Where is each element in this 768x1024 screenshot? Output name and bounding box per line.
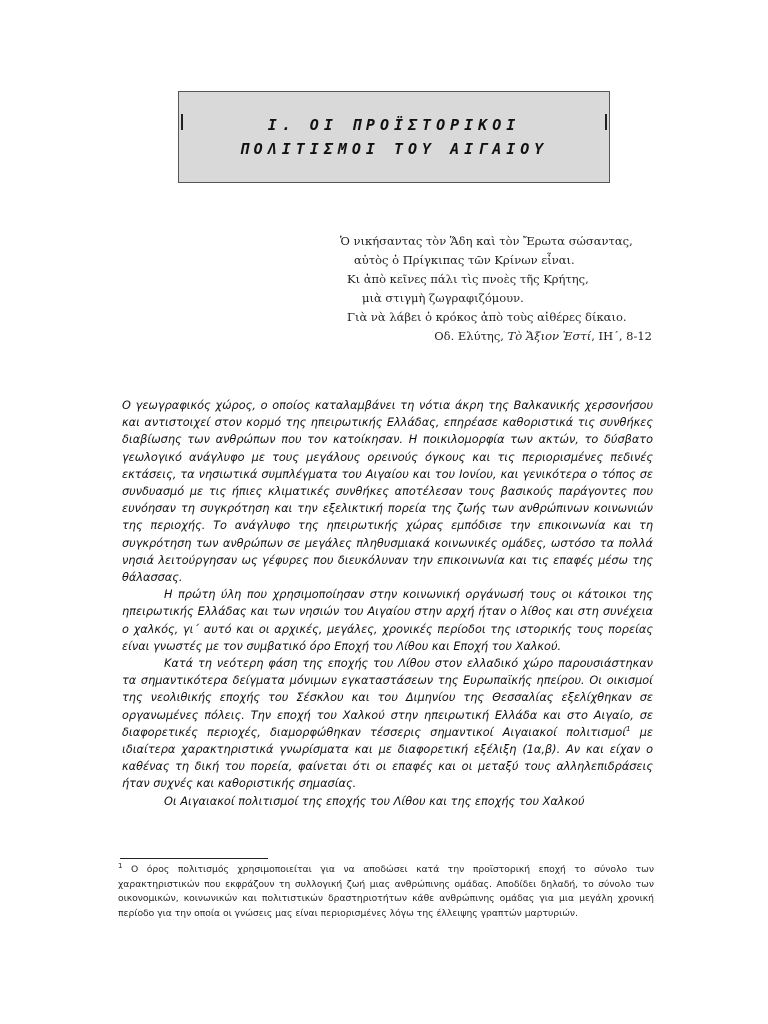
paragraph-3 — [122, 655, 653, 793]
title-box-left-mark — [181, 114, 183, 130]
footnote-marker: 1 — [118, 861, 123, 870]
epigraph-line: Κι ἀπὸ κεῖνες πάλι τὶς πνοὲς τῆς Κρήτης, — [347, 272, 589, 286]
epigraph-line: Ὁ νικήσαντας τὸν Ἅδη καὶ τὸν Ἔρωτα σώσαντας, — [340, 234, 633, 248]
epigraph-line: μιὰ στιγμὴ ζωγραφιζόμουν. — [362, 291, 524, 305]
title-box-right-mark — [605, 114, 607, 130]
paragraph-1: Ο γεωγραφικός χώρος, ο οποίος καταλαμβάνει τη νότια άκρη της Βαλκανικής χερσονήσου και αντιστοιχεί στον κορμό της ηπειρωτικής Ελλάδας, επηρέασε καθοριστικά τις συνθήκες διαβίωσης των ανθρώπων που τον κατοίκησαν. Η ποικιλομορφία των ακτών, το δύσβατο γεωλογικό ανάγλυφο με τους μεγάλους ορεινούς όγκους και τις περιορισμένες πεδινές εκτάσεις, τα νησιωτικά συμπλέγματα του Αιγαίου και του Ιονίου, και γενικότερα ο τόπος σε συνδυασμό με τις ήπιες κλιματικές συνθήκες αποτέλεσαν τους βασικούς παράγοντες που ευνόησαν τη συγκρότηση και την εξελικτική πορεία της ζωής των ανθρώπινων κοινωνιών της περιοχής. Το ανάγλυφο της ηπειρωτικής χώρας εμπόδισε την επικοινωνία και τη συγκρότηση των ανθρώπων σε μεγάλες πληθυσμιακά κοινωνικές ομάδες, ωστόσο τα πολλά νησιά λειτούργησαν ως γέφυρες που διευκόλυναν την επικοινωνία και τις επαφές μέσω της θάλασσας. — [122, 399, 653, 585]
paragraph-3-text-b: με ιδιαίτερα χαρακτηριστικά γνωρίσματα και με διαφορετική εξέλιξη (1α,β). Αν και είχαν ο καθένας τη δική του πορεία, φαίνεται ότι οι επαφές και οι μεταξύ τους αλληλεπιδράσεις ήταν συχνές και καθοριστικής σημασίας. — [122, 725, 653, 791]
chapter-title-box — [178, 91, 610, 183]
footnote-reference[interactable]: 1 — [626, 725, 631, 734]
footnote-text: Ο όρος πολιτισμός χρησιμοποιείται για να αποδώσει κατά την προϊστορική εποχή το σύνολο των χαρακτηριστικών που εκφράζουν τη συλλογική ζωή μιας ανθρώπινης ομάδας. Αποδίδει δηλαδή, το σύνολο των οικονομικών, κοινωνικών και πολιτιστικών δραστηριοτήτων κάθε ανθρώπινης ομάδας για μια μεγάλη χρονική περίοδο για την οποία οι γνώσεις μας είναι περιορισμένες λόγω της έλλειψης γραπτών μαρτυριών. — [118, 864, 654, 919]
citation-work: Τὸ Ἄξιον Ἐστί — [507, 329, 592, 343]
main-body-text — [122, 397, 653, 810]
chapter-title-line-2: ΠΟΛΙΤΙΣΜΟΙ ΤΟΥ ΑΙΓΑΙΟΥ — [239, 140, 549, 158]
citation-reference: , ΙΗ΄, 8-12 — [591, 329, 652, 343]
footnote — [118, 863, 654, 921]
citation-author: Οδ. Ελύτης, — [434, 329, 508, 343]
paragraph-4: Οι Αιγαιακοί πολιτισμοί της εποχής του Λίθου και της εποχής του Χαλκού — [164, 794, 585, 808]
epigraph-line: Γιὰ νὰ λάβει ὁ κρόκος ἀπὸ τοὺς αἰθέρες δίκαιο. — [347, 310, 627, 324]
epigraph-citation — [340, 327, 660, 346]
chapter-title-line-1: Ι. ΟΙ ΠΡΟΪΣΤΟΡΙΚΟΙ — [267, 116, 521, 134]
paragraph-2: Η πρώτη ύλη που χρησιμοποίησαν στην κοινωνική οργάνωσή τους οι κάτοικοι της ηπειρωτικής Ελλάδας και των νησιών του Αιγαίου στην αρχή ήταν ο λίθος και στη συνέχεια ο χαλκός, γι΄ αυτό και οι αρχικές, μεγάλες, χρονικές περίοδοι της ιστορικής τους πορείας είναι γνωστές με τον συμβατικό όρο Εποχή του Λίθου και Εποχή του Χαλκού. — [122, 588, 653, 653]
footnote-separator — [120, 858, 268, 859]
epigraph-line: αὐτὸς ὁ Πρίγκιπας τῶν Κρίνων εἶναι. — [354, 253, 575, 267]
paragraph-3-text-a: Κατά τη νεότερη φάση της εποχής του Λίθου στον ελλαδικό χώρο παρουσιάστηκαν τα σημαντικότερα δείγματα μόνιμων εγκαταστάσεων της Ευρωπαϊκής ηπείρου. Οι οικισμοί της νεολιθικής εποχής του Σέσκλου και του Διμηνίου της Θεσσαλίας εξελίχθηκαν σε οργανωμένες πόλεις. Την εποχή του Χαλκού στην ηπειρωτική Ελλάδα και στο Αιγαίο, σε διαφορετικές περιοχές, διαμορφώθηκαν τέσσερις σημαντικοί Αιγαιακοί πολιτισμοί — [122, 657, 653, 739]
epigraph — [340, 232, 660, 346]
